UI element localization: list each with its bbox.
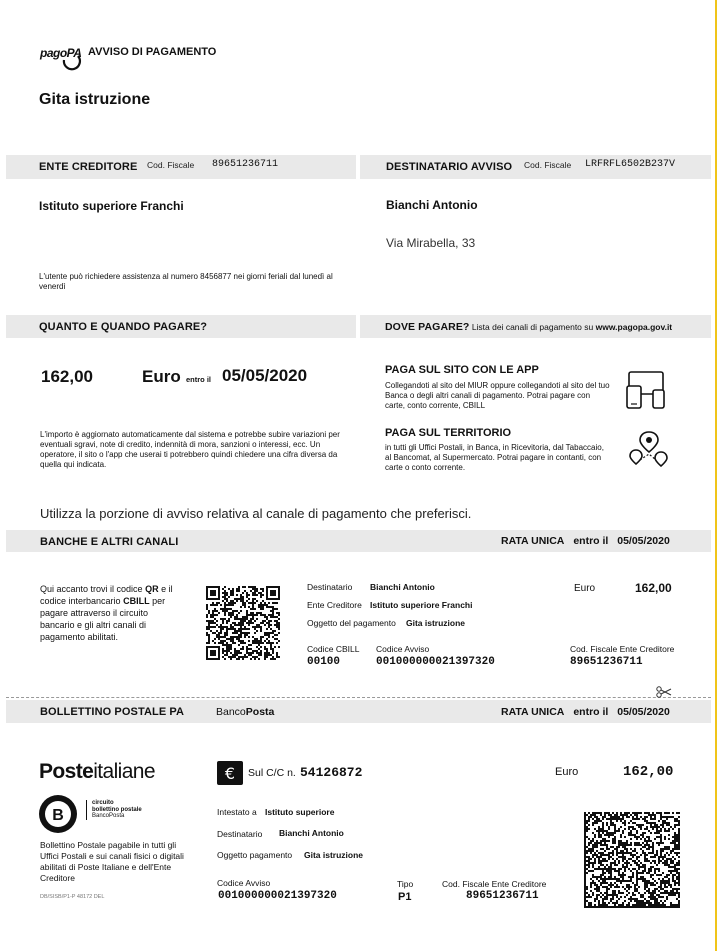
recipient-name: Bianchi Antonio [386, 198, 478, 212]
where-list-text: Lista dei canali di pagamento su [471, 322, 594, 332]
amount-note: L'importo è aggiornato automaticamente dal sistema e potrebbe subire variazioni per eventuali sgravi, note di credito, indennità di mora, sanzioni o interessi, ecc. Un operatore, il sito o l'app che userai ti potrebbero quindi chiedere una cifra diversa da quella qui indicata. [40, 430, 340, 469]
postal-by-label: entro il [573, 706, 609, 718]
type-label: Tipo [397, 879, 414, 889]
account-value: 54126872 [300, 765, 363, 780]
qr-text-2: e il codice interbancario [40, 584, 173, 606]
app-title: PAGA SUL SITO CON LE APP [385, 364, 539, 376]
postal-currency: Euro [555, 766, 579, 778]
postal-due-date: 05/05/2020 [617, 706, 670, 718]
recipient-cf-label: Cod. Fiscale [524, 160, 572, 170]
bancoposta-suffix: Posta [245, 706, 275, 718]
postal-object-label: Oggetto pagamento [217, 850, 293, 860]
banks-cbill-label: Codice CBILL [307, 644, 360, 654]
devices-icon [625, 370, 667, 412]
poste-bold: Poste [39, 760, 94, 783]
how-much-section-title: QUANTO E QUANDO PAGARE? [39, 321, 208, 333]
cbill-word: CBILL [123, 596, 150, 606]
banks-section-title: BANCHE E ALTRI CANALI [40, 536, 179, 548]
banks-rate-label: RATA UNICA [501, 535, 565, 547]
banks-due-date: 05/05/2020 [617, 535, 670, 547]
circuit-line-2: bollettino postale [92, 806, 142, 813]
banks-creditor-value: Istituto superiore Franchi [370, 600, 473, 610]
recipient-section-title: DESTINATARIO AVVISO [386, 161, 513, 173]
amount-due-date: 05/05/2020 [222, 366, 308, 385]
territory-text: in tutti gli Uffici Postali, in Banca, in Ricevitoria, dal Tabaccaio, al Bancomat, al Supermercato. Potrai pagare in contanti, con carte o conto corrente. [385, 443, 604, 472]
pagopa-site-link[interactable]: www.pagopa.gov.it [595, 322, 673, 332]
euro-icon [217, 761, 243, 785]
postal-cf-value: 89651236711 [466, 890, 539, 902]
banks-currency: Euro [574, 583, 596, 594]
recipient-address: Via Mirabella, 33 [386, 236, 476, 250]
banks-notice-value: 001000000021397320 [376, 656, 495, 668]
postal-description: Bollettino Postale pagabile in tutti gli Uffici Postali e sui canali fisici o digitali abilitati di Poste Italiane e dell'Ente Creditore [40, 840, 184, 883]
poste-italiane-logo [39, 760, 155, 784]
bollettino-seal-icon [38, 794, 78, 834]
amount-value: 162,00 [41, 367, 93, 386]
map-pins-icon [628, 430, 670, 470]
circuit-label [86, 800, 142, 820]
banks-recipient-label: Destinatario [307, 582, 353, 592]
banks-object-value: Gita istruzione [406, 618, 466, 628]
circuit-line-1: circuito [92, 800, 114, 806]
banks-object-label: Oggetto del pagamento [307, 618, 396, 628]
postal-notice-label: Codice Avviso [217, 878, 271, 888]
banks-recipient-value: Bianchi Antonio [370, 582, 435, 592]
creditor-cf-label: Cod. Fiscale [147, 160, 195, 170]
postal-object-value: Gita istruzione [304, 850, 364, 860]
pagopa-logo-text: pagoPA [40, 46, 82, 60]
postal-recipient-label: Destinatario [217, 829, 263, 839]
postal-notice-value: 001000000021397320 [218, 890, 337, 902]
notice-label: AVVISO DI PAGAMENTO [88, 46, 217, 58]
where-section-title: DOVE PAGARE? [385, 321, 470, 333]
postal-amount: 162,00 [623, 764, 674, 780]
creditor-cf-value: 89651236711 [212, 159, 279, 170]
qr-instructions [40, 583, 185, 643]
postal-recipient-value: Bianchi Antonio [279, 828, 344, 838]
qr-word: QR [145, 584, 159, 594]
creditor-name: Istituto superiore Franchi [39, 199, 184, 213]
banks-by-label: entro il [573, 535, 609, 547]
where-line [385, 321, 672, 333]
pagopa-swoosh-icon [62, 52, 82, 72]
pagopa-logo [40, 44, 84, 70]
postal-section-title: BOLLETTINO POSTALE PA [40, 706, 185, 718]
postal-rate-label: RATA UNICA [501, 706, 565, 718]
postal-datamatrix-code [584, 812, 680, 908]
banks-amount: 162,00 [635, 581, 672, 595]
amount-by-label: entro il [186, 375, 212, 384]
poste-light: italiane [93, 760, 155, 783]
recipient-cf-value: LRFRFL6502B237V [585, 159, 676, 170]
amount-currency: Euro [142, 367, 181, 386]
territory-title: PAGA SUL TERRITORIO [385, 427, 512, 439]
holder-value: Istituto superiore [265, 807, 335, 817]
postal-auth-code: DB/SISB/P1-P 48172 DEL [40, 894, 105, 900]
svg-text:B: B [52, 807, 64, 824]
app-text: Collegandoti al sito del MIUR oppure collegandoti al sito del tuo Banca o degli altri canali di pagamento. Potrai pagare con carte, conto corrente, CBILL [385, 381, 610, 410]
cut-line [6, 697, 711, 698]
channel-instruction: Utilizza la porzione di avviso relativa al canale di pagamento che preferisci. [40, 506, 472, 521]
banks-cf-value: 89651236711 [570, 656, 643, 668]
circuit-line-3: BancoPosta [92, 813, 125, 819]
banks-notice-label: Codice Avviso [376, 644, 430, 654]
qr-text-1: Qui accanto trovi il codice [40, 584, 143, 594]
banks-qr-code [206, 586, 280, 660]
creditor-section-title: ENTE CREDITORE [39, 161, 138, 173]
scissors-icon [656, 686, 672, 698]
holder-label: Intestato a [217, 807, 257, 817]
banks-creditor-label: Ente Creditore [307, 600, 362, 610]
banks-rate-line [501, 535, 670, 547]
bancoposta-prefix: Banco [216, 706, 246, 718]
postal-cf-label: Cod. Fiscale Ente Creditore [442, 879, 547, 889]
qr-text-3: per pagare attraverso il circuito bancario e gli altri canali di pagamento abilitati. [40, 596, 166, 642]
page-title: Gita istruzione [39, 91, 151, 108]
creditor-assistance: L'utente può richiedere assistenza al numero 8456877 nei giorni feriali dal lunedì al venerdì [39, 272, 333, 291]
svg-text:€: € [224, 764, 236, 783]
postal-rate-line [501, 706, 670, 718]
banks-cf-label: Cod. Fiscale Ente Creditore [570, 644, 675, 654]
type-value: P1 [398, 891, 412, 903]
bancoposta-label [216, 706, 274, 718]
account-label: Sul C/C n. [248, 767, 296, 779]
banks-cbill-value: 00100 [307, 656, 341, 668]
